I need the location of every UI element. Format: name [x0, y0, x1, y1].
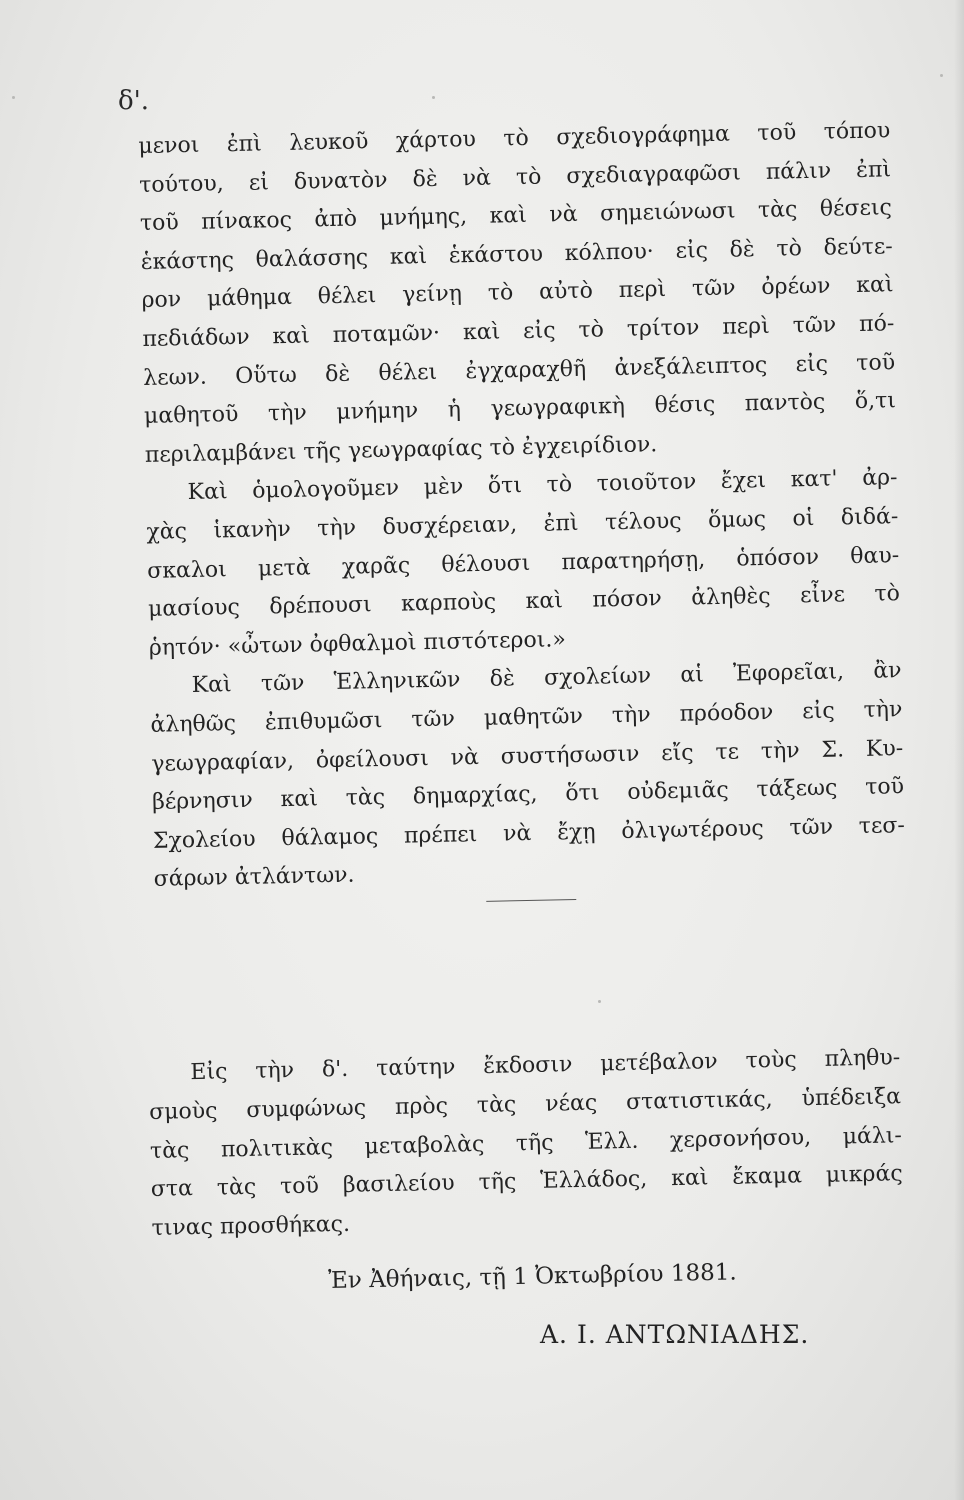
text-line: γεωγραφίαν, ὀφείλουσι νὰ συστήσωσιν εἴς τε τὴν Σ. Κυ- [151, 735, 904, 777]
text-line: στα τὰς τοῦ βασιλείου τῆς Ἑλλάδος, καὶ ἔκαμα μικράς [150, 1161, 903, 1203]
text-line: τὰς πολιτικὰς μεταβολὰς τῆς Ἑλλ. χερσονήσου, μάλι- [149, 1122, 903, 1164]
page-number: δ'. [118, 86, 150, 116]
edition-note [148, 1039, 922, 1249]
text-line: Εἰς τὴν δ'. ταύτην ἔκδοσιν μετέβαλον τοὺς πληθυ- [190, 1045, 901, 1086]
paper-speck [940, 74, 943, 77]
text-line: βέρνησιν καὶ τὰς δημαρχίας, ὅτι οὐδεμιᾶς τάξεως τοῦ [151, 774, 905, 815]
text-line: χὰς ἱκανὴν τὴν δυσχέρειαν, ἐπὶ τέλους ὅμως οἱ διδά- [146, 504, 899, 545]
author-signature: Α. Ι. ΑΝΤΩΝΙΑΔΗΣ. [540, 1320, 810, 1349]
main-text [138, 112, 924, 909]
text-line: σκαλοι μετὰ χαρᾶς θέλουσι παρατηρήσῃ, ὁπόσον θαυ- [147, 542, 900, 584]
text-line: ῥητόν· «ὦτων ὀφθαλμοὶ πιστότεροι.» [148, 626, 567, 661]
text-line: μενοι ἐπὶ λευκοῦ χάρτου τὸ σχεδιογράφημα τοῦ τόπου [138, 118, 891, 159]
text-line: τοῦ πίνακος ἀπὸ μνήμης, καὶ νὰ σημειώνωσι τὰς θέσεις [139, 195, 893, 237]
paper-speck [598, 1000, 601, 1003]
paper-speck [12, 96, 15, 99]
section-divider [486, 899, 576, 902]
text-line: ρον μάθημα θέλει γείνῃ τὸ αὐτὸ περὶ τῶν ὀρέων καὶ [141, 272, 894, 314]
text-line: τούτου, εἰ δυνατὸν δὲ νὰ τὸ σχεδιαγραφῶσι πάλιν ἐπὶ [138, 156, 892, 198]
text-line: τινας προσθήκας. [151, 1211, 351, 1242]
text-line: περιλαμβάνει τῆς γεωγραφίας τὸ ἐγχειρίδιον. [144, 431, 658, 468]
text-line: σμοὺς συμφώνως πρὸς τὰς νέας στατιστικάς, ὑπέδειξα [148, 1084, 902, 1125]
text-line: μασίους δρέπουσι καρποὺς καὶ πόσον ἀληθὲς εἶνε τὸ [147, 581, 901, 623]
text-line: μαθητοῦ τὴν μνήμην ἡ γεωγραφικὴ θέσις παντὸς ὅ,τι [143, 388, 897, 430]
text-line: Καὶ ὁμολογοῦμεν μὲν ὅτι τὸ τοιοῦτον ἔχει κατ' ἀρ- [187, 465, 898, 506]
dateline: Ἐν Ἀθήναις, τῇ 1 Ὀκτωβρίου 1881. [328, 1259, 737, 1294]
text-line: ἀληθῶς ἐπιθυμῶσι τῶν μαθητῶν τὴν πρόοδον εἰς τὴν [150, 697, 903, 738]
text-line: Σχολείου θάλαμος πρέπει νὰ ἔχῃ ὀλιγωτέρους τῶν τεσ- [152, 812, 906, 854]
text-line: πεδιάδων καὶ ποταμῶν· καὶ εἰς τὸ τρίτον περὶ τῶν πό- [142, 311, 895, 352]
text-line: Καὶ τῶν Ἑλληνικῶν δὲ σχολείων αἱ Ἐφορεῖαι, ἂν [191, 658, 902, 699]
text-line: λεων. Οὕτω δὲ θέλει ἐγχαραχθῆ ἀνεξάλειπτος εἰς τοῦ [142, 349, 896, 391]
text-line: σάρων ἀτλάντων. [153, 862, 355, 893]
page-edge-shadow [954, 0, 964, 1500]
paper-speck [432, 96, 435, 99]
text-line: ἑκάστης θαλάσσης καὶ ἑκάστου κόλπου· εἰς δὲ τὸ δεύτε- [140, 234, 893, 275]
